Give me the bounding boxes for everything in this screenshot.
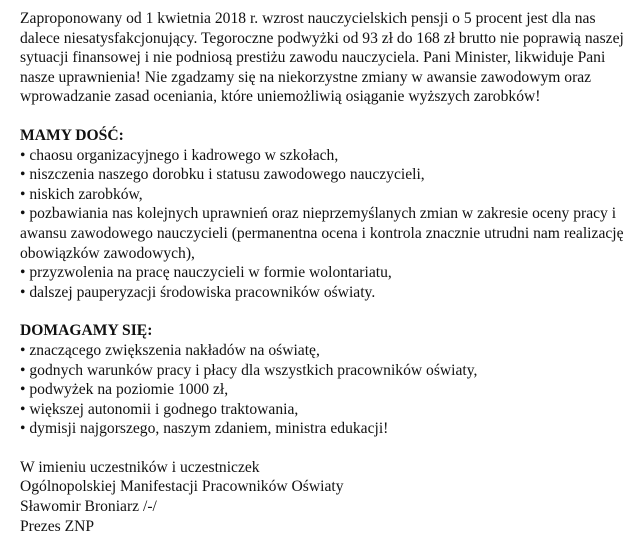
list-item — [20, 400, 632, 420]
section-demands — [20, 321, 632, 439]
bullet-icon: • — [20, 264, 26, 282]
signatory-name: Sławomir Broniarz /-/ — [20, 498, 157, 516]
demands-list — [20, 341, 632, 439]
list-item-text: niszczenia naszego dorobku i statusu zawodowego nauczycieli, — [29, 166, 425, 184]
signature-line: Ogólnopolskiej Manifestacji Pracowników Oświaty — [20, 478, 344, 496]
signatory-title: Prezes ZNP — [20, 517, 95, 535]
list-item — [20, 165, 632, 185]
section-enough — [20, 126, 632, 302]
list-item — [20, 361, 632, 381]
list-item-text: pozbawiania nas kolejnych uprawnień oraz nieprzemyślanych zmian w zakresie oceny pracy i awansu zawodowego nauczycieli (permanentna ocena i kontrola znacznie utrudni nam realizację obowiązków zawodowych), — [20, 205, 624, 262]
bullet-icon: • — [20, 361, 26, 379]
bullet-icon: • — [20, 146, 26, 164]
list-item-text: przyzwolenia na pracę nauczycieli w formie wolontariatu, — [29, 264, 392, 282]
bullet-icon: • — [20, 341, 26, 359]
document-body — [20, 9, 632, 536]
bullet-icon: • — [20, 420, 26, 438]
list-item — [20, 204, 632, 263]
intro-paragraph: Zaproponowany od 1 kwietnia 2018 r. wzrost nauczycielskich pensji o 5 procent jest dla nas dalece niesatysfakcjonujący. Tegoroczne podwyżki od 93 zł do 168 zł brutto nie poprawią naszej sytuacji finansowej i nie podniosą prestiżu zawodu nauczyciela. Pani Minister, likwiduje Pani nasze uprawnienia! Nie zgadzamy się na niekorzystne zmiany w awansie zawodowym oraz wprowadzanie zasad oceniania, które uniemożliwią osiąganie wyższych zarobków! — [20, 10, 624, 106]
list-item-text: dymisji najgorszego, naszym zdaniem, ministra edukacji! — [29, 420, 389, 438]
bullet-icon: • — [20, 283, 26, 301]
list-item — [20, 283, 632, 303]
list-item-text: większej autonomii i godnego traktowania, — [29, 400, 299, 418]
list-item-text: chaosu organizacyjnego i kadrowego w szkołach, — [29, 146, 339, 164]
bullet-icon: • — [20, 166, 26, 184]
list-item — [20, 419, 632, 439]
signature-block — [20, 458, 632, 536]
list-item — [20, 263, 632, 283]
enough-list — [20, 146, 632, 303]
list-item — [20, 341, 632, 361]
section-enough-heading: MAMY DOŚĆ: — [20, 126, 124, 144]
list-item — [20, 380, 632, 400]
signature-line: W imieniu uczestników i uczestniczek — [20, 458, 260, 476]
list-item — [20, 185, 632, 205]
bullet-icon: • — [20, 400, 26, 418]
bullet-icon: • — [20, 205, 26, 223]
bullet-icon: • — [20, 381, 26, 399]
list-item-text: niskich zarobków, — [29, 185, 143, 203]
list-item-text: dalszej pauperyzacji środowiska pracowników oświaty. — [29, 283, 376, 301]
list-item-text: podwyżek na poziomie 1000 zł, — [29, 381, 229, 399]
list-item-text: godnych warunków pracy i płacy dla wszystkich pracowników oświaty, — [29, 361, 478, 379]
list-item — [20, 146, 632, 166]
section-demands-heading: DOMAGAMY SIĘ: — [20, 322, 153, 340]
bullet-icon: • — [20, 185, 26, 203]
list-item-text: znaczącego zwiększenia nakładów na oświatę, — [29, 341, 320, 359]
